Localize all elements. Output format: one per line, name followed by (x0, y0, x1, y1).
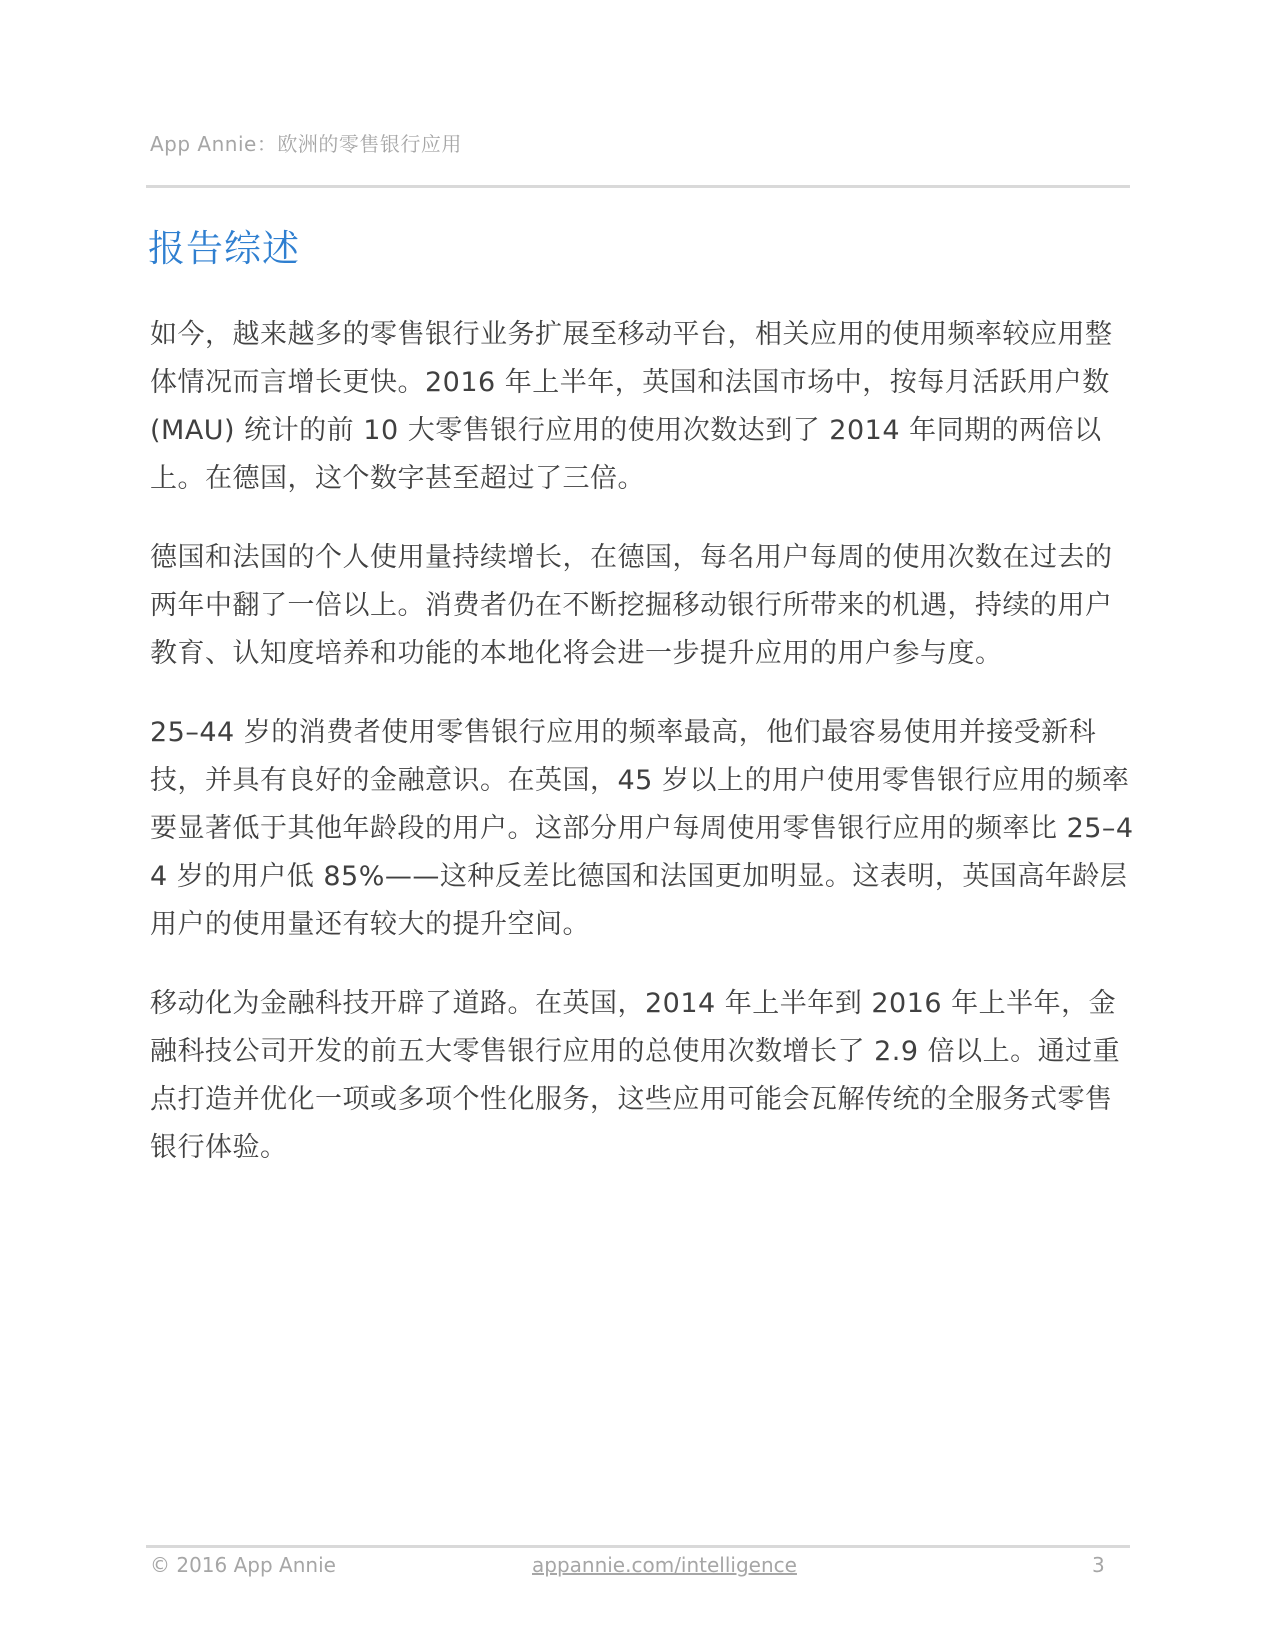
paragraph-4: 移动化为金融科技开辟了道路。在英国，2014 年上半年到 2016 年上半年，金融科技公司开发的前五大零售银行应用的总使用次数增长了 2.9 倍以上。通过重点打造并优化一项或多项个性化服务，这些应用可能会瓦解传统的全服务式零售银行体验。 (150, 988, 1121, 1163)
body-text (150, 311, 1135, 1203)
paragraph-1: 如今，越来越多的零售银行业务扩展至移动平台，相关应用的使用频率较应用整体情况而言增长更快。2016 年上半年，英国和法国市场中，按每月活跃用户数 (MAU) 统计的前 10 大零售银行应用的使用次数达到了 2014 年同期的两倍以上。在德国，这个数字甚至超过了三倍。 (150, 319, 1113, 494)
section-title: 报告综述 (148, 227, 300, 270)
paragraph-2: 德国和法国的个人使用量持续增长，在德国，每名用户每周的使用次数在过去的两年中翻了一倍以上。消费者仍在不断挖掘移动银行所带来的机遇，持续的用户教育、认知度培养和功能的本地化将会进一步提升应用的用户参与度。 (150, 542, 1113, 669)
document-header: App Annie：欧洲的零售银行应用 (150, 132, 462, 156)
footer-divider (146, 1545, 1130, 1548)
header-divider (146, 185, 1130, 188)
footer-link[interactable]: appannie.com/intelligence (532, 1553, 797, 1577)
footer-copyright: © 2016 App Annie (150, 1553, 336, 1577)
paragraph-3: 25–44 岁的消费者使用零售银行应用的频率最高，他们最容易使用并接受新科技，并具有良好的金融意识。在英国，45 岁以上的用户使用零售银行应用的频率要显著低于其他年龄段的用户。这部分用户每周使用零售银行应用的频率比 25–44 岁的用户低 85%——这种反差比德国和法国更加明显。这表明，英国高年龄层用户的使用量还有较大的提升空间。 (150, 717, 1134, 940)
page-number: 3 (1092, 1553, 1105, 1577)
